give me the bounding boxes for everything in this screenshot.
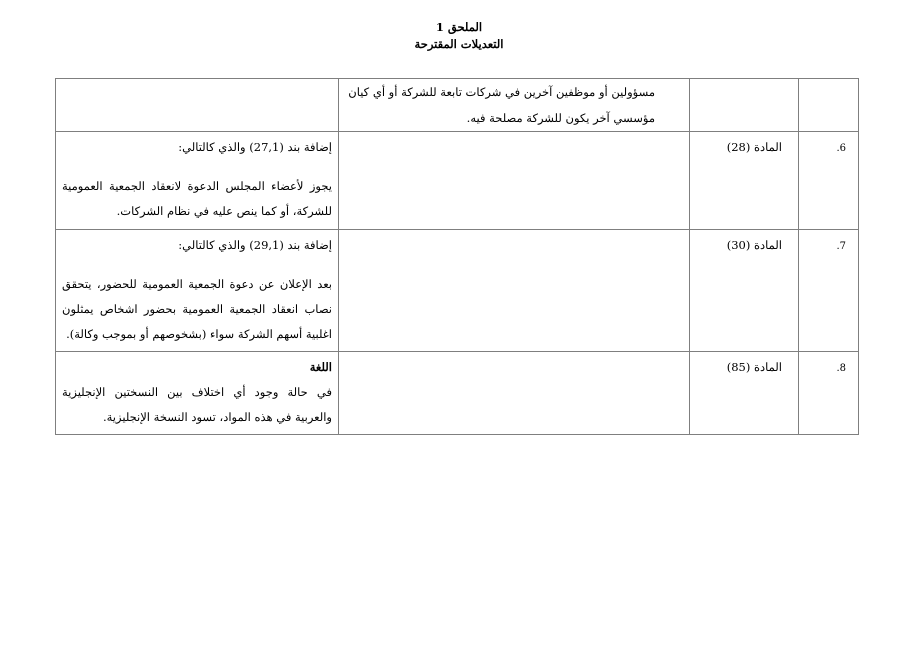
proposed-text-cell [56,230,339,352]
table-row [56,132,859,230]
spacer [62,160,332,174]
existing-text-cell [339,132,690,230]
proposed-text: بعد الإعلان عن دعوة الجمعية العمومية للحضور، يتحقق نصاب انعقاد الجمعية العمومية بحضور اشخاص يمثلون اغلبية أسهم الشركة سواء (بشخوصهم أو بموجب وكالة). [62,277,332,341]
article-label: المادة (85) [726,360,782,374]
proposed-text-cell [56,79,339,132]
article-cell [690,79,799,132]
page-subtitle: التعديلات المقترحة [414,37,504,51]
existing-text: مسؤولين أو موظفين آخرين في شركات تابعة للشركة أو أي كيان مؤسسي آخر يكون للشركة مصلحة فيه. [348,85,655,125]
table-row [56,79,859,132]
page-title: الملحق 1 [435,20,483,34]
row-number-cell [799,79,859,132]
proposed-text: في حالة وجود أي اختلاف بين النسختين الإنجليزية والعربية في هذه المواد، تسود النسخة الإنجليزية. [62,385,332,424]
existing-text-cell [339,230,690,352]
row-number: 6. [836,143,846,154]
proposed-lead: إضافة بند (29,1) والذي كالتالي: [178,238,332,252]
article-label: المادة (28) [726,140,782,154]
proposed-text: يجوز لأعضاء المجلس الدعوة لانعقاد الجمعية العمومية للشركة، أو كما ينص عليه في نظام الشركات. [62,179,332,218]
table-row [56,352,859,435]
row-number: 8. [836,363,846,374]
row-number-cell [799,132,859,230]
amendments-table [55,78,859,435]
article-label: المادة (30) [726,238,782,252]
proposed-text-cell [56,132,339,230]
article-cell [690,352,799,435]
article-cell [690,132,799,230]
row-number: 7. [836,241,846,252]
table-row [56,230,859,352]
existing-text-cell [339,79,690,132]
proposed-lead: إضافة بند (27,1) والذي كالتالي: [178,140,332,154]
row-number-cell [799,230,859,352]
existing-text-cell [339,352,690,435]
page-header [0,19,918,53]
row-number-cell [799,352,859,435]
proposed-text-cell [56,352,339,435]
spacer [62,258,332,272]
article-cell [690,230,799,352]
proposed-heading: اللغة [309,360,332,374]
